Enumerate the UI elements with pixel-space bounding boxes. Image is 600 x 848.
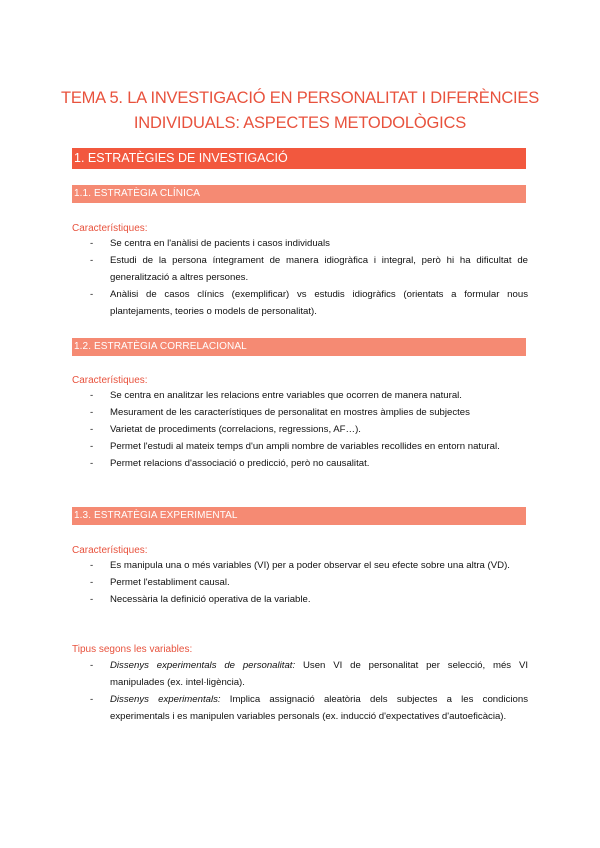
list-item: - Anàlisi de casos clínics (exemplificar) vs estudis idiogràfics (orientats a formular nous plantejaments, teories o models de personalitat). — [90, 289, 528, 317]
subsection-heading-experimental: 1.3. ESTRATÈGIA EXPERIMENTAL — [72, 507, 526, 525]
experimental-types-label: Tipus segons les variables: — [72, 644, 193, 655]
correlational-characteristics-list — [90, 387, 528, 472]
list-item: - Permet l'establiment causal. — [90, 577, 230, 588]
section-heading-research-strategies: 1. ESTRATÈGIES DE INVESTIGACIÓ — [72, 148, 526, 169]
experimental-characteristics-list — [90, 557, 528, 608]
list-item: - Permet l'estudi al mateix temps d'un ampli nombre de variables recollides en entorn natural. — [90, 441, 500, 452]
experimental-types-list — [90, 657, 528, 725]
subsection-heading-clinical: 1.1. ESTRATÈGIA CLÍNICA — [72, 185, 526, 203]
list-item: - Estudi de la persona íntegrament de manera idiogràfica i integral, però hi ha dificultat de generalització a altres persones. — [90, 255, 528, 283]
list-item: - Se centra en l'anàlisi de pacients i casos individuals — [90, 238, 330, 249]
page-title-line-2: INDIVIDUALS: ASPECTES METODOLÒGICS — [133, 114, 467, 132]
list-item: - Dissenys experimentals de personalitat: Usen VI de personalitat per selecció, més VI manipulades (ex. intel·ligència). — [90, 660, 529, 688]
subsection-heading-correlational: 1.2. ESTRATÈGIA CORRELACIONAL — [72, 338, 526, 356]
list-item: - Es manipula una o més variables (VI) per a poder observar el seu efecte sobre una altra (VD). — [90, 560, 510, 571]
experimental-characteristics-label: Característiques: — [72, 545, 148, 556]
list-item: - Permet relacions d'associació o predicció, però no causalitat. — [90, 458, 370, 469]
page-title-line-1: TEMA 5. LA INVESTIGACIÓ EN PERSONALITAT I DIFERÈNCIES — [60, 89, 540, 107]
clinical-characteristics-list — [90, 235, 528, 320]
clinical-characteristics-label: Característiques: — [72, 223, 148, 234]
list-item: - Necessària la definició operativa de la variable. — [90, 594, 311, 605]
list-item: - Mesurament de les característiques de personalitat en mostres àmplies de subjectes — [90, 407, 470, 418]
list-item: - Dissenys experimentals: Implica assignació aleatòria dels subjectes a les condicions experimentals i es manipulen variables personals (ex. inducció d'expectatives d'autoeficàcia). — [90, 694, 528, 722]
page-title — [60, 86, 540, 136]
correlational-characteristics-label: Característiques: — [72, 375, 148, 386]
list-item: - Varietat de procediments (correlacions, regressions, AF…). — [90, 424, 361, 435]
list-item: - Se centra en analitzar les relacions entre variables que ocorren de manera natural. — [90, 390, 462, 401]
